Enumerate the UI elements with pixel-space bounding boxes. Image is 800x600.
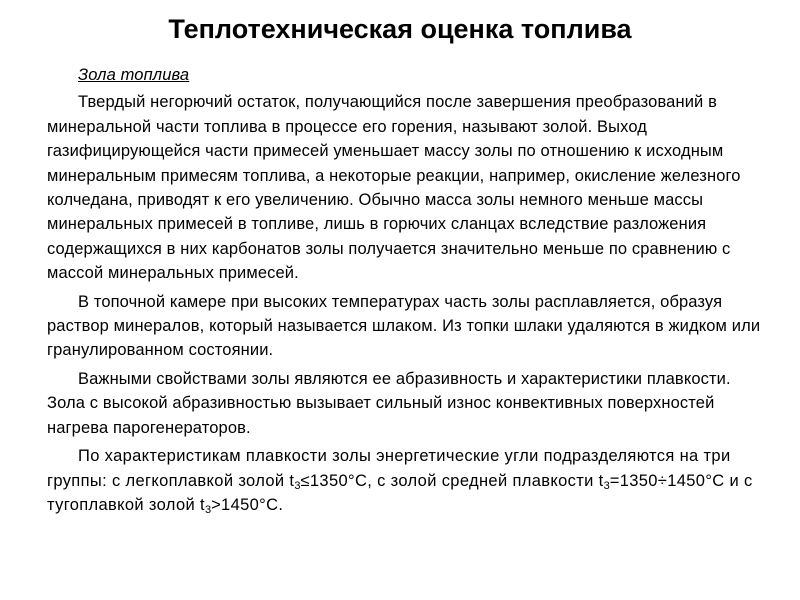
paragraph-ash-definition: Твердый негорючий остаток, получающийся после завершения преобразований в минеральной части топлива в процессе его горения, называют золой. Выход газифицирующейся части примесей уменьшает массу золы по отношению к исходным минеральным примесям топлива, а некоторые реакции, например, окисление железного колчедана, приводят к его увеличению. Обычно масса золы немного меньше массы минеральных примесей в топливе, лишь в горючих сланцах вследствие разложения содержащихся в них карбонатов золы получается значительно меньше по сравнению с массой минеральных примесей. (47, 93, 741, 283)
paragraph-ash-properties: Важными свойствами золы являются ее абразивность и характеристики плавкости. Зола с высокой абразивностью вызывает сильный износ конвективных поверхностей нагрева парогенераторов. (47, 369, 731, 437)
temperature-subscript-2: 3 (603, 479, 610, 492)
fusibility-text-1: По характеристикам плавкости золы энергетические угли подразделяются на три группы: с легкоплавкой золой t (47, 447, 731, 490)
temperature-subscript-1: 3 (294, 479, 301, 492)
slide-title: Теплотехническая оценка топлива (168, 14, 632, 44)
slide-body (47, 63, 767, 521)
fusibility-text-2: ≤1350°С, с золой средней плавкости t (300, 471, 604, 490)
paragraph-slag: В топочной камере при высоких температурах часть золы расплавляется, образуя раствор минералов, который называется шлаком. Из топки шлаки удаляются в жидком или гранулированном состоянии. (47, 292, 761, 360)
paragraph-fusibility-groups (47, 444, 767, 517)
temperature-subscript-3: 3 (204, 503, 212, 516)
fusibility-text-3: =1350÷1450°С и с тугоплавкой золой t (47, 471, 753, 514)
section-subtitle: Зола топлива (78, 66, 190, 84)
fusibility-text-4: >1450°С. (211, 495, 284, 514)
